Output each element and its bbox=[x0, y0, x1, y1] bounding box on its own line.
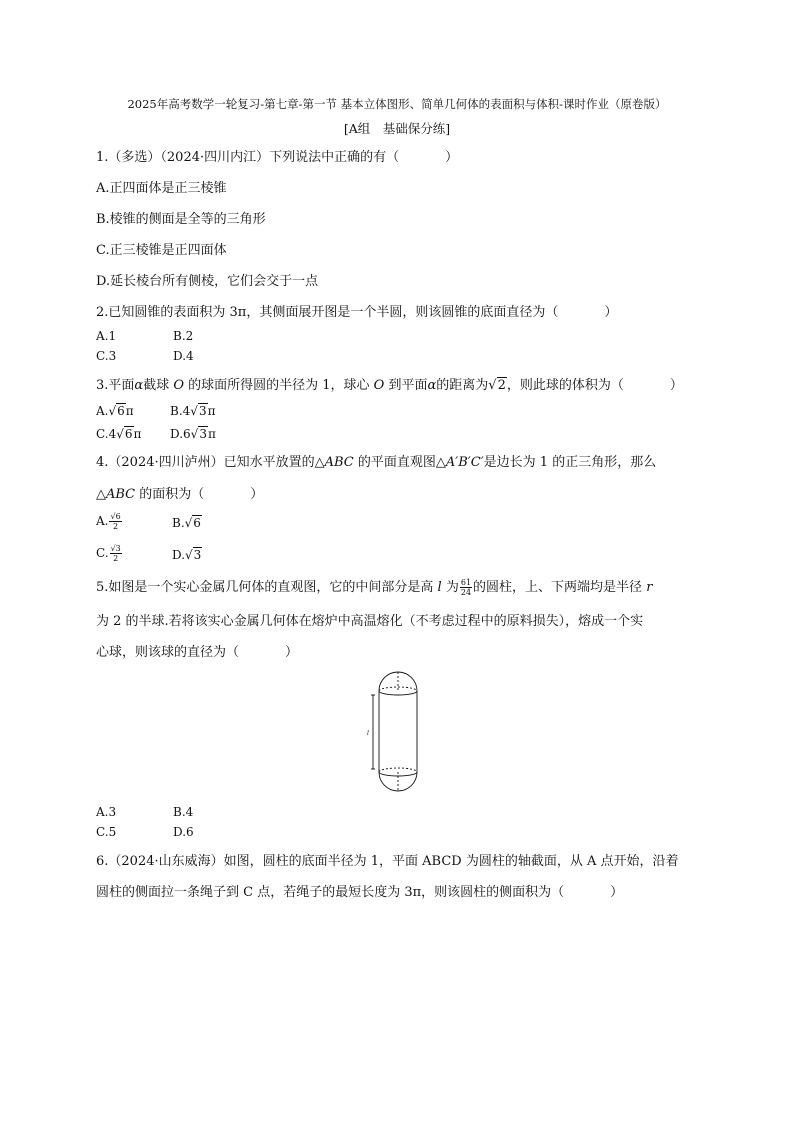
question-5-option-c: C.5 bbox=[96, 825, 117, 839]
question-6-line-2: 圆柱的侧面拉一条绳子到 C 点，若绳子的最短长度为 3π，则该圆柱的侧面积为（ ） bbox=[96, 885, 624, 900]
question-5-line-1: 5.如图是一个实心金属几何体的直观图，它的中间部分是高 l 为 $\frac{61}{24}$ 的圆柱，上、下两端均是半径 r bbox=[96, 578, 653, 597]
question-5-line-3: 心球，则该球的直径为（ ） bbox=[96, 645, 299, 660]
question-2-option-d: D.4 bbox=[173, 349, 194, 363]
question-2-option-b: B.2 bbox=[173, 329, 194, 343]
question-5-line-2: 为 2 的半球.若将该实心金属几何体在熔炉中高温熔化（不考虑过程中的原料损失），熔成一个实 bbox=[96, 614, 644, 629]
question-1-stem: 1.（多选）（2024·四川内江）下列说法中正确的有（ ） bbox=[96, 150, 459, 165]
question-6-line-1: 6.（2024·山东威海）如图，圆柱的底面半径为 1，平面 ABCD 为圆柱的轴截面，从 A 点开始，沿着 bbox=[96, 854, 679, 869]
document-title: 2025年高考数学一轮复习-第七章-第一节 基本立体图形、简单几何体的表面积与体积-课时作业（原卷版） bbox=[127, 97, 667, 111]
question-4-option-a: A. $\frac{√6}{2}$ bbox=[96, 512, 121, 531]
question-1-option-a: A.正四面体是正三棱锥 bbox=[96, 181, 227, 196]
capsule-figure bbox=[360, 664, 434, 802]
question-2-option-a: A.1 bbox=[96, 329, 117, 343]
question-4-option-d: D.√3 bbox=[172, 548, 202, 562]
question-5-option-a: A.3 bbox=[96, 805, 117, 819]
question-5-option-d: D.6 bbox=[173, 825, 194, 839]
question-4-line-1: 4.（2024·四川泸州）已知水平放置的△ABC 的平面直观图△A′B′C′是边长为 1 的正三角形，那么 bbox=[96, 455, 657, 470]
top-ellipse-front bbox=[379, 691, 417, 695]
question-1-option-c: C.正三棱锥是正四面体 bbox=[96, 243, 227, 258]
question-4-line-2: △ABC 的面积为（ ） bbox=[96, 487, 264, 502]
question-3-option-a: A.√6π bbox=[96, 404, 134, 418]
group-heading: [A组 基础保分练] bbox=[343, 121, 451, 136]
question-5-option-b: B.4 bbox=[173, 805, 194, 819]
question-4-option-c: C. $\frac{√3}{2}$ bbox=[96, 544, 121, 563]
question-3-option-d: D.6√3π bbox=[170, 427, 216, 441]
question-4-option-b: B.√6 bbox=[172, 516, 201, 530]
question-1-option-d: D.延长棱台所有侧棱，它们会交于一点 bbox=[96, 274, 319, 289]
height-label: l bbox=[367, 730, 369, 737]
question-2-option-c: C.3 bbox=[96, 349, 117, 363]
question-1-option-b: B.棱锥的侧面是全等的三角形 bbox=[96, 212, 266, 227]
bottom-ellipse-back bbox=[379, 768, 417, 772]
question-3-option-c: C.4√6π bbox=[96, 427, 142, 441]
question-3-option-b: B.4√3π bbox=[170, 404, 216, 418]
question-2-stem: 2.已知圆锥的表面积为 3π，其侧面展开图是一个半圆，则该圆锥的底面直径为（ ） bbox=[96, 305, 618, 320]
question-3-stem: 3.平面α截球 O 的球面所得圆的半径为 1，球心 O 到平面α的距离为√2，则此球的体积为（ ） bbox=[96, 378, 683, 393]
